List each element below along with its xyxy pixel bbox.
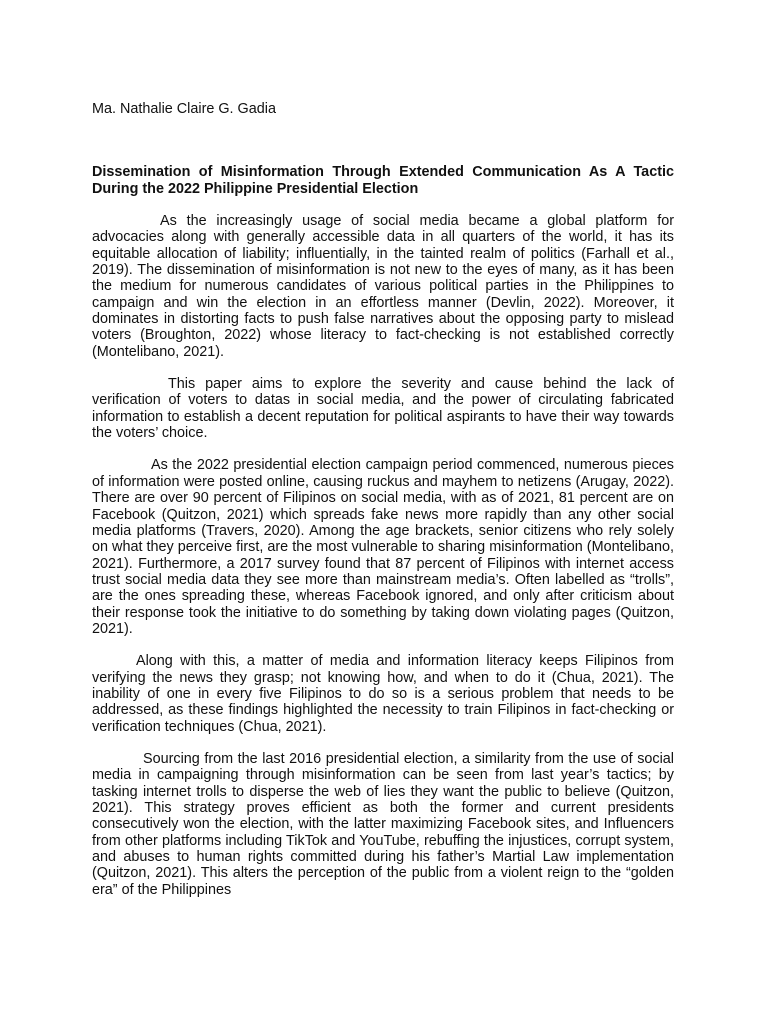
paragraph-2: This paper aims to explore the severity and cause behind the lack of verification of voters to datas in social media, and the power of circulating fabricated information to establish a decent reputation for political aspirants to have their way towards the voters’ choice. (92, 376, 674, 442)
paragraph-5: Sourcing from the last 2016 presidential election, a similarity from the use of social media in campaigning through misinformation can be seen from last year’s tactics; by tasking internet trolls to disperse the web of lies they want the public to believe (Quitzon, 2021). This strategy proves efficient as both the former and current presidents consecutively won the election, with the latter maximizing Facebook sites, and Influencers from other platforms including TikTok and YouTube, rebuffing the injustices, corrupt system, and abuses to human rights committed during his father’s Martial Law implementation (Quitzon, 2021). This alters the perception of the public from a violent reign to the “golden era” of the Philippines (92, 750, 674, 898)
paragraph-4: Along with this, a matter of media and information literacy keeps Filipinos from verifying the news they grasp; not knowing how, and when to do it (Chua, 2021). The inability of one in every five Filipinos to do so is a serious problem that needs to be addressed, as these findings highlighted the necessity to train Filipinos in fact-checking or verification techniques (Chua, 2021). (92, 653, 674, 735)
author-name: Ma. Nathalie Claire G. Gadia (92, 101, 276, 117)
document-page (92, 101, 674, 898)
document-title: Dissemination of Misinformation Through Extended Communication As A Tactic During the 2022 Philippine Presidential Election (92, 164, 674, 197)
paragraph-3: As the 2022 presidential election campaign period commenced, numerous pieces of information were posted online, causing ruckus and mayhem to netizens (Arugay, 2022). There are over 90 percent of Filipinos on social media, with as of 2021, 81 percent are on Facebook (Quitzon, 2021) which spreads fake news more rapidly than any other social media platforms (Travers, 2020). Among the age brackets, senior citizens who rely solely on what they perceive first, are the most vulnerable to sharing misinformation (Montelibano, 2021). Furthermore, a 2017 survey found that 87 percent of Filipinos with internet access trust social media data they see more than mainstream media’s. Often labelled as “trolls”, are the ones spreading these, whereas Facebook ignored, and only after criticism about their response took the initiative to do something by taking down violating pages (Quitzon, 2021). (92, 457, 674, 637)
paragraph-1: As the increasingly usage of social media became a global platform for advocacies along with generally accessible data in all quarters of the world, it has its equitable allocation of liability; influentially, in the tainted realm of politics (Farhall et al., 2019). The dissemination of misinformation is not new to the eyes of many, as it has been the medium for numerous candidates of various political parties in the Philippines to campaign and win the election in an effortless manner (Devlin, 2022). Moreover, it dominates in distorting facts to push false narratives about the opposing party to mislead voters (Broughton, 2022) whose literacy to fact-checking is not established correctly (Montelibano, 2021). (92, 213, 674, 360)
